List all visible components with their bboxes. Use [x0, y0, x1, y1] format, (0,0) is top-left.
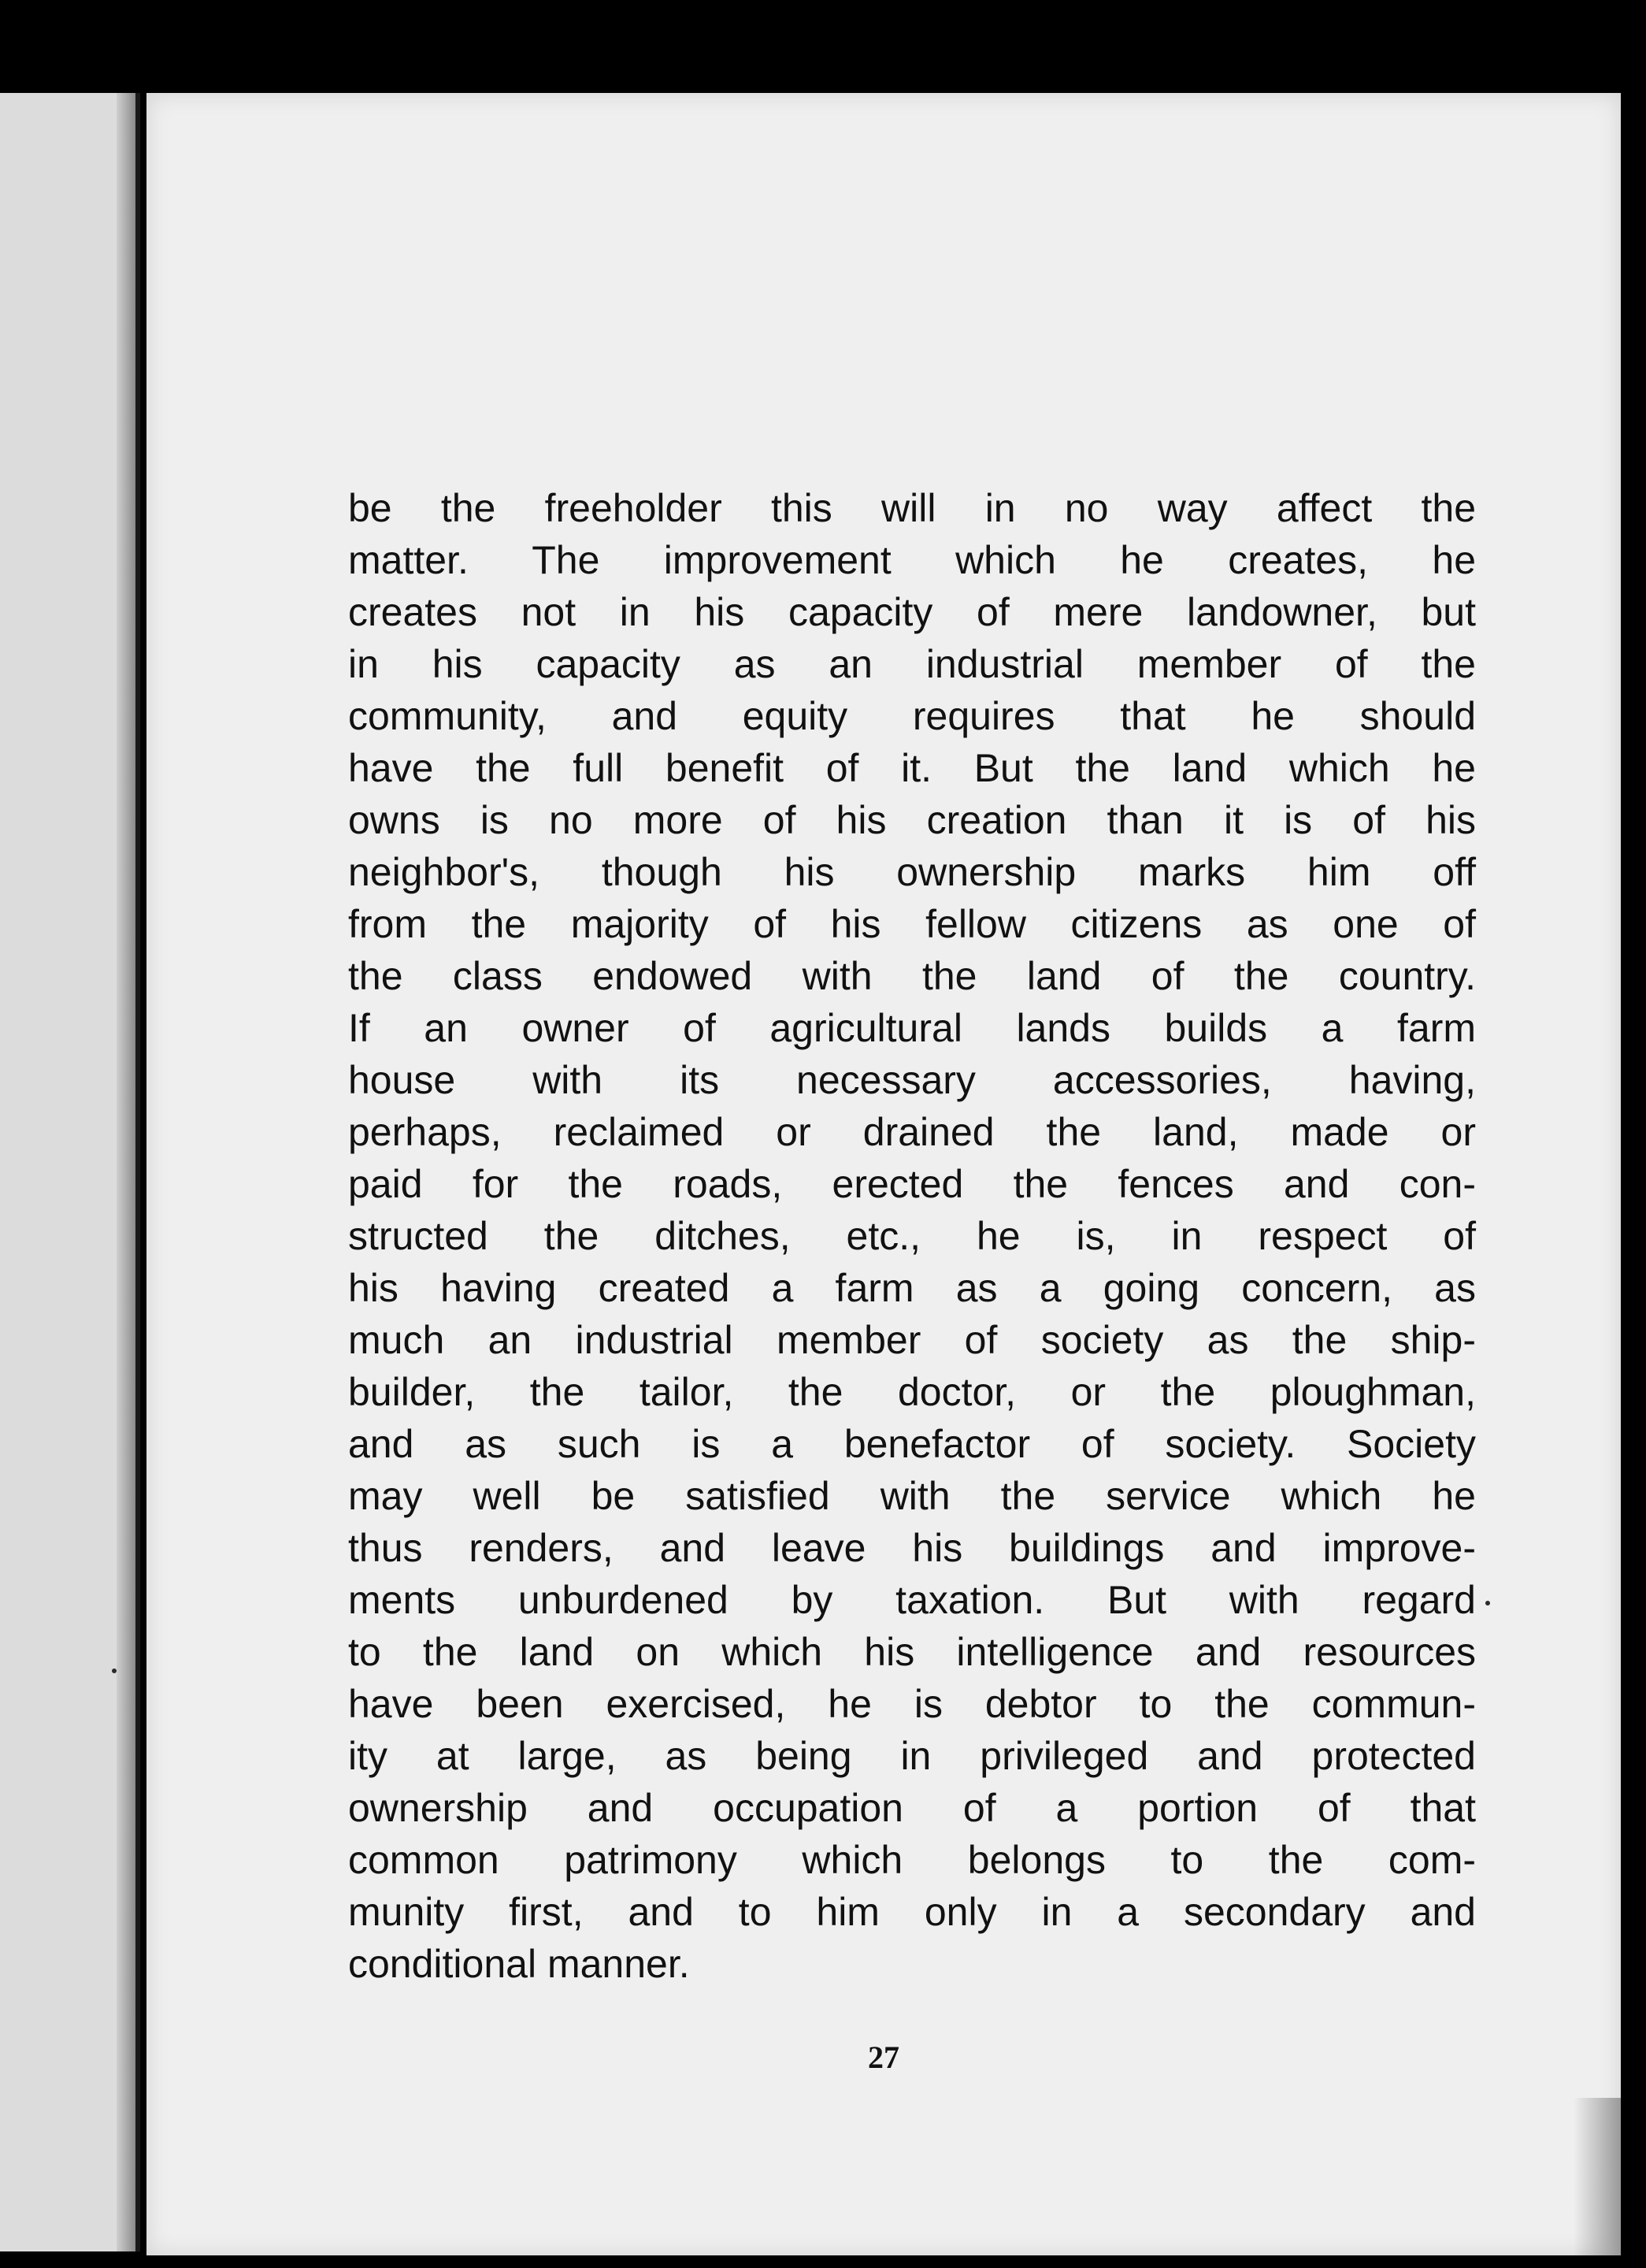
body-text: [348, 482, 1476, 1990]
text-line: conditional manner.: [348, 1942, 690, 1986]
text-line: have the full benefit of it. But the land which he: [348, 746, 1476, 790]
text-line: ownership and occupation of a portion of that: [348, 1786, 1476, 1830]
text-line: builder, the tailor, the doctor, or the ploughman,: [348, 1370, 1476, 1414]
text-line: perhaps, reclaimed or drained the land, made or: [348, 1110, 1476, 1154]
text-line: ity at large, as being in privileged and protected: [348, 1734, 1476, 1778]
left-page-edge: [0, 93, 140, 2251]
text-line: from the majority of his fellow citizens as one of: [348, 902, 1476, 946]
text-line: much an industrial member of society as the ship-: [348, 1318, 1476, 1362]
scan-speck: [112, 1669, 117, 1673]
page-edge-shadow: [1574, 2098, 1621, 2255]
text-line: have been exercised, he is debtor to the commun-: [348, 1682, 1476, 1726]
text-line: creates not in his capacity of mere landowner, but: [348, 590, 1476, 634]
text-line: may well be satisfied with the service which he: [348, 1474, 1476, 1518]
text-line: house with its necessary accessories, having,: [348, 1058, 1476, 1102]
text-line: to the land on which his intelligence and resources: [348, 1630, 1476, 1674]
text-line: owns is no more of his creation than it is of his: [348, 798, 1476, 842]
text-line: munity first, and to him only in a secondary and: [348, 1890, 1476, 1934]
text-line: If an owner of agricultural lands builds a farm: [348, 1006, 1476, 1050]
book-page: [146, 93, 1621, 2255]
page-number: 27: [868, 2040, 899, 2075]
page-gutter-shadow: [117, 93, 135, 2251]
text-line: common patrimony which belongs to the com-: [348, 1838, 1476, 1882]
scan-speck: [1485, 1601, 1490, 1605]
text-line: ments unburdened by taxation. But with regard: [348, 1578, 1476, 1622]
text-line: thus renders, and leave his buildings and improve-: [348, 1526, 1476, 1570]
text-line: be the freeholder this will in no way affect the: [348, 486, 1476, 530]
text-line: structed the ditches, etc., he is, in respect of: [348, 1214, 1476, 1258]
text-line: matter. The improvement which he creates, he: [348, 538, 1476, 582]
text-line: neighbor's, though his ownership marks him off: [348, 850, 1476, 894]
text-line: and as such is a benefactor of society. Society: [348, 1422, 1476, 1466]
text-line: paid for the roads, erected the fences and con-: [348, 1162, 1476, 1206]
text-line: community, and equity requires that he should: [348, 694, 1476, 738]
text-line: his having created a farm as a going concern, as: [348, 1266, 1476, 1310]
text-line: in his capacity as an industrial member of the: [348, 642, 1476, 686]
text-line: the class endowed with the land of the country.: [348, 954, 1476, 998]
